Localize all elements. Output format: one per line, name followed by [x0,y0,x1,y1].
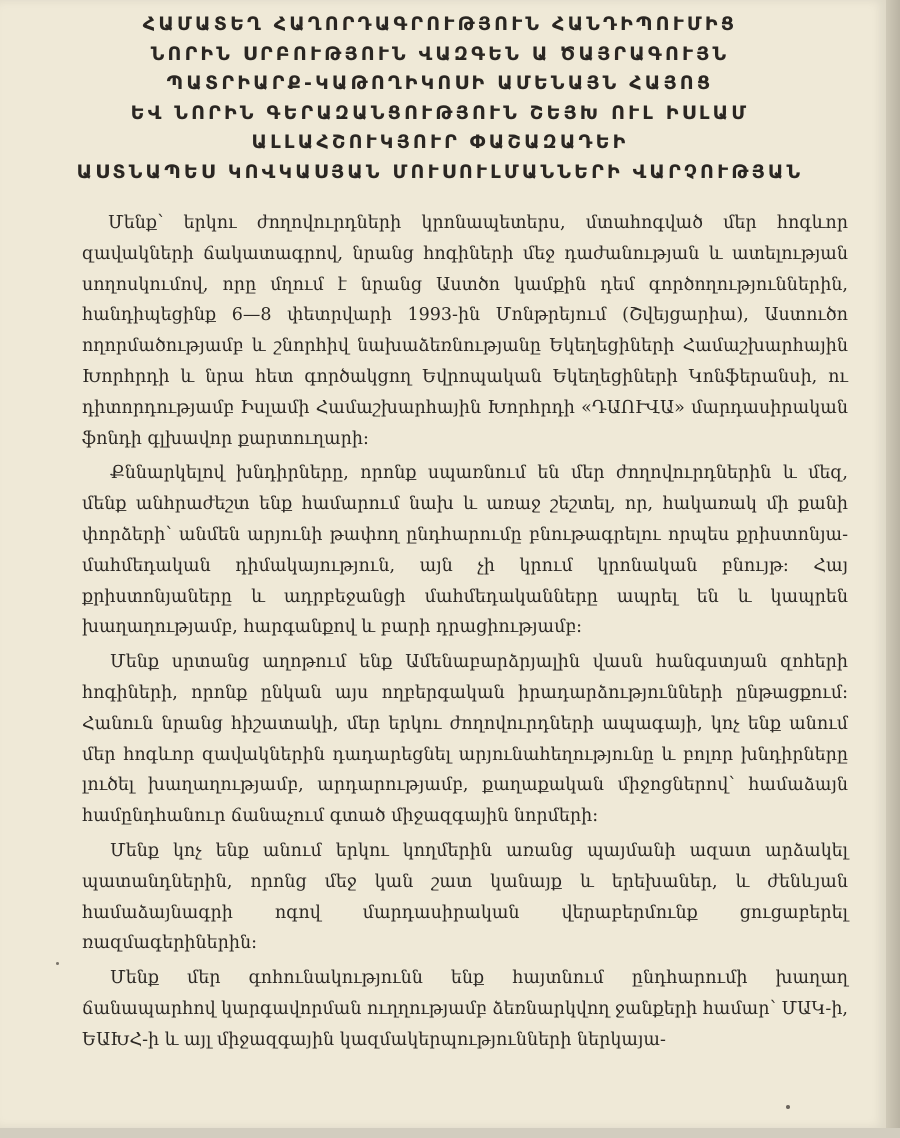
body-paragraph: Մենք մեր գոհունակությունն ենք հայտնում ընդհարումի խաղաղ ճանապարհով կարգավորման ուղղությամբ ձեռնարկվող ջանքերի համար՝ ՄԱԿ-ի, ԵԱԽՀ-ի և այլ միջազգային կազմակերպությունների ներկայա- [82,968,848,1050]
heading-line: ԵՎ ՆՈՐԻՆ ԳԵՐԱԶԱՆՑՈՒԹՅՈՒՆ ՇԵՅԽ ՈՒԼ ԻՍԼԱՄ [130,101,750,124]
heading-line: ԱԼԼԱՀՇՈՒԿՅՈՒՐ ՓԱՇԱԶԱԴԵԻ [251,131,629,153]
heading-line: ՆՈՐԻՆ ՍՐԲՈՒԹՅՈՒՆ ՎԱԶԳԵՆ Ա ԾԱՅՐԱԳՈՒՅՆ [150,42,730,65]
body-paragraph: Մենք՝ երկու ժողովուրդների կրոնապետերս, մտահոգված մեր հոգևոր զավակների ճակատագրով, նրանց հոգիների մեջ դաժանության և ատելության սողոսկումով, որը մղում է նրանց Աստծո կամքին դեմ գործողություններին, հանդիպեցինք 6—8 փետրվարի 1993-ին Մոնթրեյում (Շվեյցարիա), Աստուծո ողորմածությամբ և շնորհիվ նախաձեռնությանը Եկեղեցիների Համաշխարհային Խորհրդի և նրա հետ գործակցող Եվրոպական Եկեղեցիների Կոնֆերանսի, ու դիտորդությամբ Իսլամի Համաշխարհային Խորհրդի «ԴԱՈՒՎԱ» մարդասիրական ֆոնդի գլխավոր քարտուղարի: [82,213,848,449]
scan-bottom-edge [0,1128,900,1138]
body-paragraph: Քննարկելով խնդիրները, որոնք սպառնում են մեր ժողովուրդներին և մեզ, մենք անհրաժեշտ ենք համարում նախ և առաջ շեշտել, որ, հակառակ մի քանի փորձերի՝ անմեն արյունի թափող ընդհարումը բնութագրելու որպես քրիստոնյա-մահմեդական դիմակայություն, այն չի կրում կրոնական բնույթ: Հայ քրիստոնյաները և ադրբեջանցի մահմեդականները ապրել են և կապրեն խաղաղությամբ, հարգանքով և բարի դրացիությամբ: [82,463,848,638]
heading-line: ՊԱՏՐԻԱՐՔ-ԿԱԹՈՂԻԿՈՍԻ ԱՄԵՆԱՅՆ ՀԱՅՈՑ [166,72,714,94]
body-paragraph: Մենք կոչ ենք անում երկու կողմերին առանց պայմանի ազատ արձակել պատանդներին, որոնց մեջ կան շատ կանայք և երեխաներ, և ժենևյան համաձայնագրի ոգով մարդասիրական վերաբերմունք ցուցաբերել ռազմագերիներին: [82,840,848,954]
page-speck [786,1105,790,1109]
body-paragraph: Մենք սրտանց աղոթում ենք Ամենաբարձրյալին վասն հանգստյան զոհերի հոգիների, որոնք ընկան այս ողբերգական իրադարձությունների ընթացքում: Հանուն նրանց հիշատակի, մեր երկու ժողովուրդների ապագայի, կոչ ենք անում մեր հոգևոր զավակներին դադարեցնել արյունահեղությունը և բոլոր խնդիրները լուծել խաղաղությամբ, արդարությամբ, քաղաքական միջոցներով՝ համաձայն համընդհանուր ճանաչում գտած միջազգային նորմերի: [82,652,848,827]
book-page-edge [886,0,900,1138]
heading-line: ՀԱՄԱՏԵՂ ՀԱՂՈՐԴԱԳՐՈՒԹՅՈՒՆ ՀԱՆԴԻՊՈՒՄԻՑ [142,13,738,35]
document-body [82,208,848,1060]
heading-line: ԱՍՏՆԱՊԵՍ ԿՈՎԿԱՍՅԱՆ ՄՈՒՍՈՒԼՄԱՆՆԵՐԻ ՎԱՐՉՈՒԹՅԱՆ [76,160,804,183]
page-speck [56,962,59,965]
document-heading [40,10,840,187]
